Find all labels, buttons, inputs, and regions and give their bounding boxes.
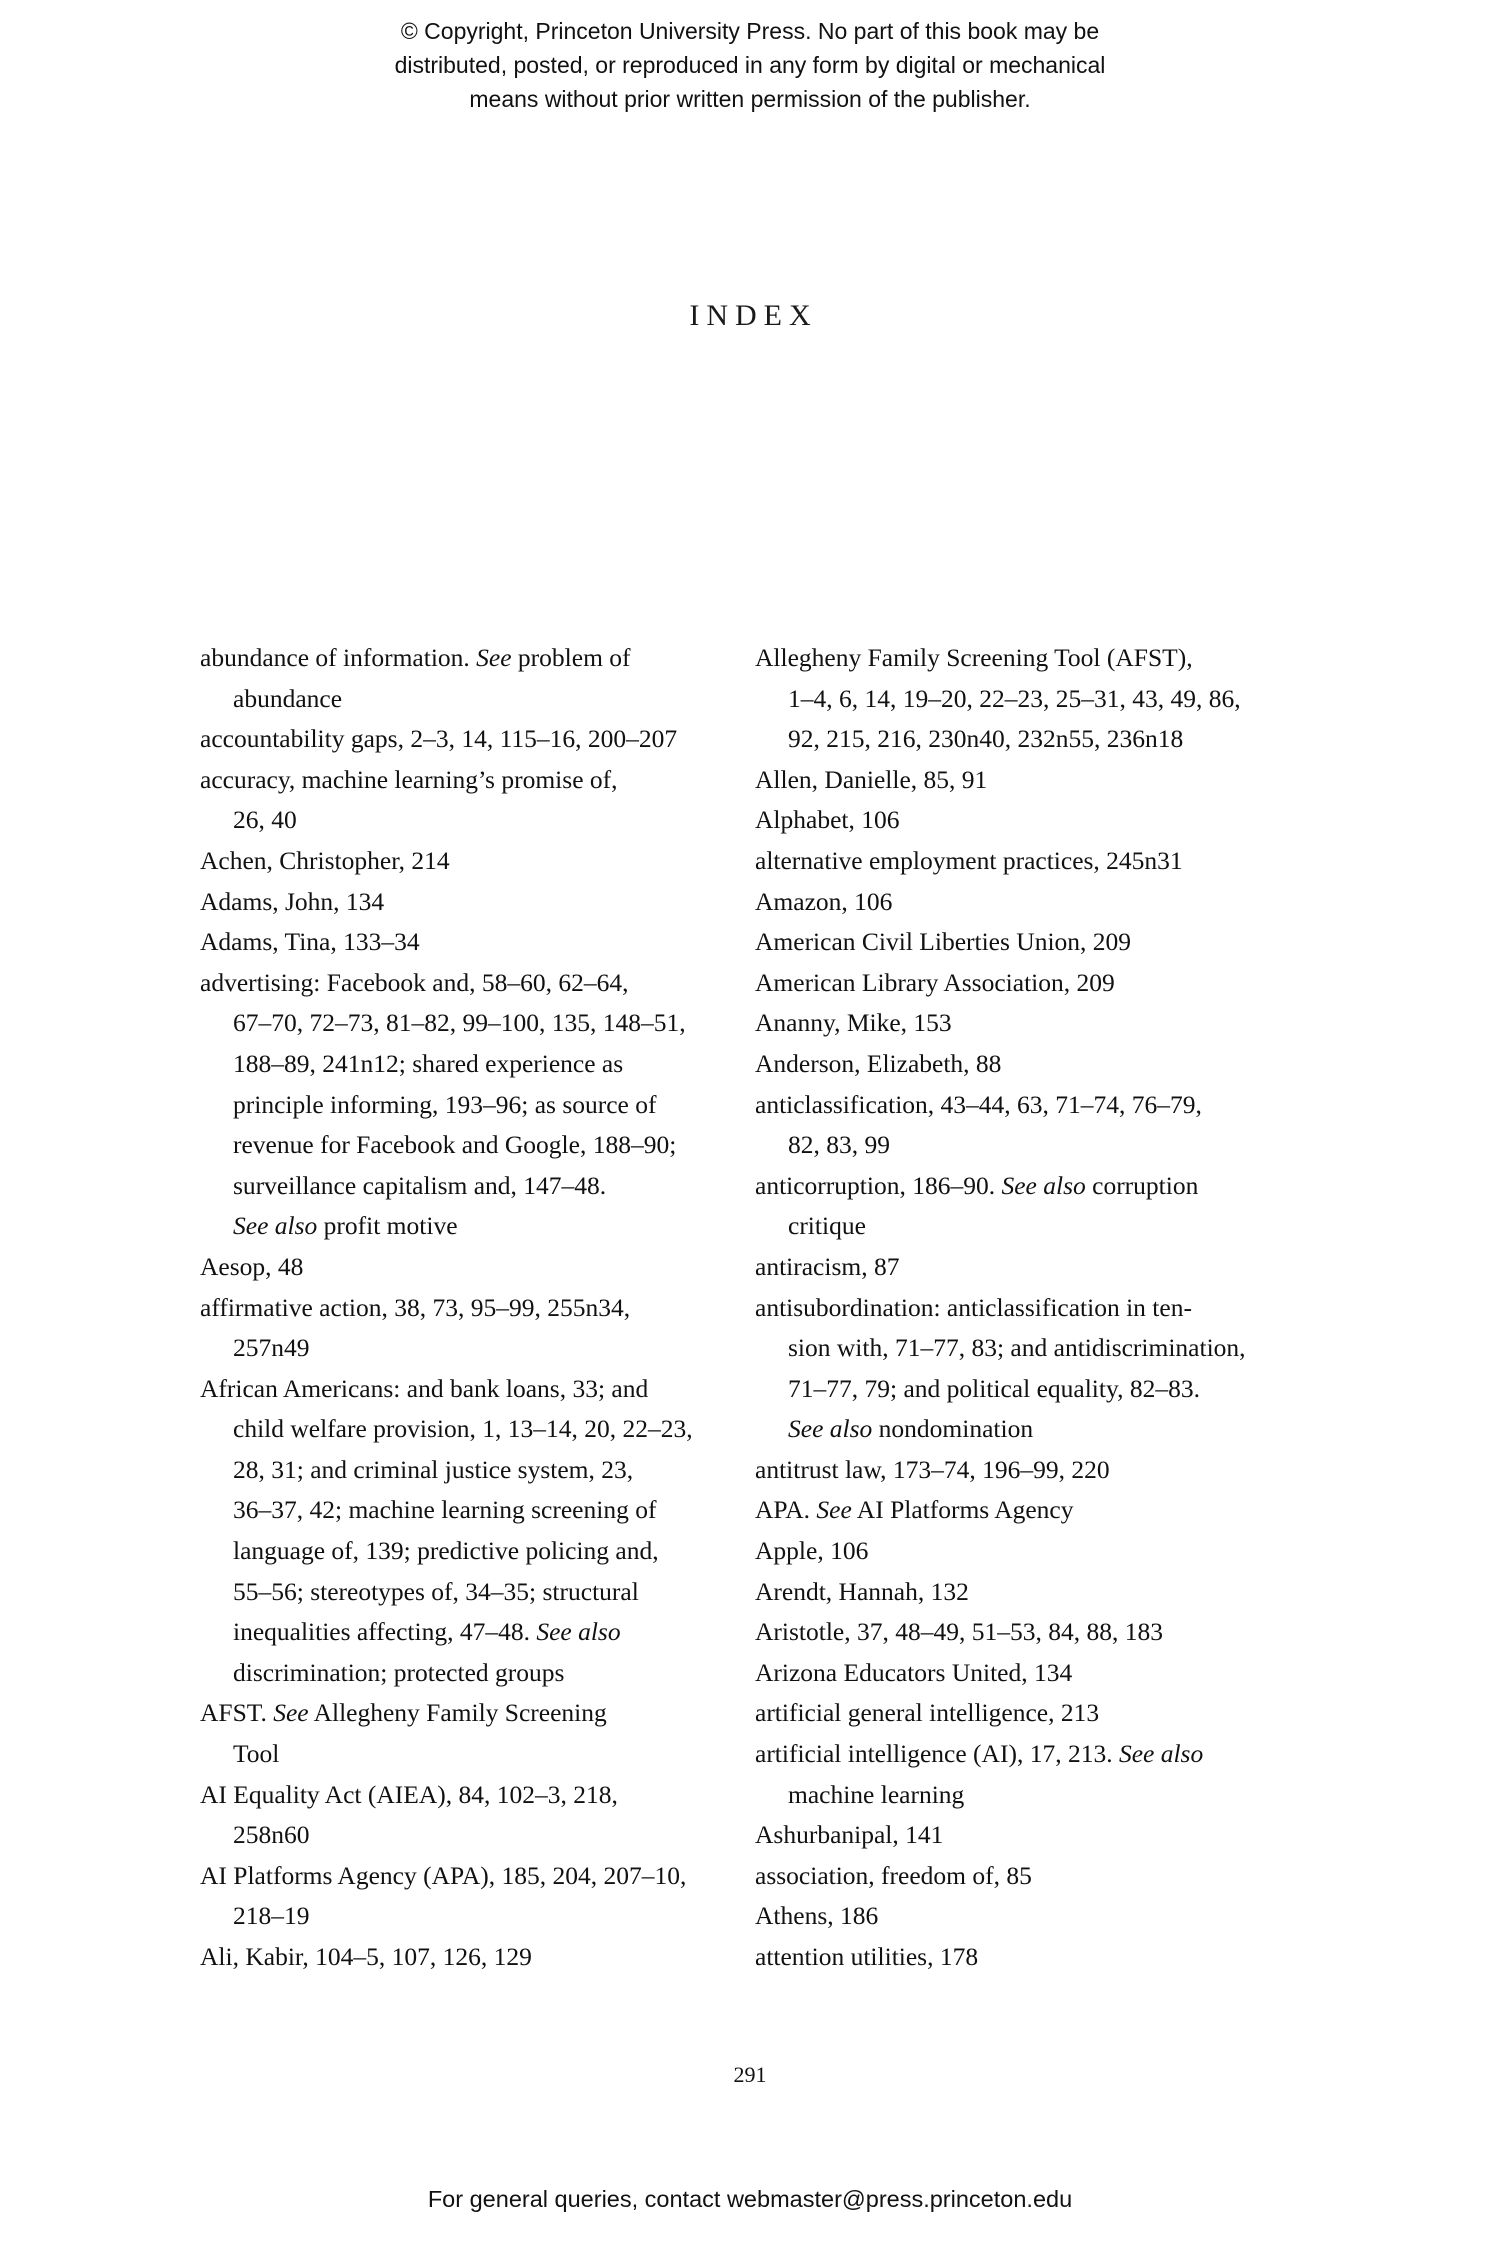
index-text: AI Equality Act (AIEA), 84, 102–3, 218, (200, 1779, 618, 1809)
index-text: corruption (1085, 1170, 1199, 1200)
index-text: anticorruption, 186–90. (755, 1170, 1002, 1200)
index-entry-headword-line (200, 1693, 705, 1734)
index-entry (755, 1450, 1260, 1491)
index-text: 55–56; stereotypes of, 34–35; structural (233, 1576, 639, 1606)
index-entry (755, 1937, 1260, 1978)
index-entry-headword-line (200, 1247, 705, 1288)
index-text: Aesop, 48 (200, 1251, 304, 1281)
index-entry (755, 1572, 1260, 1613)
index-text: 1–4, 6, 14, 19–20, 22–23, 25–31, 43, 49, 86, (788, 683, 1241, 713)
index-text: Amazon, 106 (755, 886, 893, 916)
index-text: 82, 83, 99 (788, 1130, 890, 1160)
index-entry (755, 1003, 1260, 1044)
index-text: attention utilities, 178 (755, 1942, 979, 1971)
index-entry-continuation-line (755, 719, 1260, 760)
index-text: AI Platforms Agency (APA), 185, 204, 207–10, (200, 1860, 687, 1890)
index-text: 36–37, 42; machine learning screening of (233, 1495, 657, 1525)
index-entry-continuation-line (200, 679, 705, 720)
index-entry (200, 1288, 705, 1369)
index-text: Ashurbanipal, 141 (755, 1820, 944, 1850)
index-entry (755, 1896, 1260, 1937)
index-text: Tool (233, 1739, 280, 1769)
index-text: artificial general intelligence, 213 (755, 1698, 1100, 1728)
index-entry-headword-line (200, 882, 705, 923)
index-text: Ali, Kabir, 104–5, 107, 126, 129 (200, 1942, 532, 1971)
index-text: Arendt, Hannah, 132 (755, 1576, 969, 1606)
index-text: machine learning (788, 1779, 965, 1809)
index-entry-continuation-line (755, 1328, 1260, 1369)
index-entry-headword-line (200, 841, 705, 882)
index-column-left (200, 638, 705, 1978)
index-text: 258n60 (233, 1820, 310, 1850)
index-entry (755, 1490, 1260, 1531)
index-entry-headword-line (755, 1085, 1260, 1126)
index-entry (200, 1693, 705, 1774)
cross-reference-label: See (816, 1495, 852, 1525)
index-entry-headword-line (755, 1531, 1260, 1572)
index-entry (755, 1612, 1260, 1653)
index-text: antitrust law, 173–74, 196–99, 220 (755, 1454, 1110, 1484)
index-entry-headword-line (755, 638, 1260, 679)
index-entry-headword-line (200, 922, 705, 963)
index-entry-headword-line (755, 1450, 1260, 1491)
index-entry (755, 1166, 1260, 1247)
index-text: Adams, Tina, 133–34 (200, 927, 420, 957)
index-entry-headword-line (755, 1693, 1260, 1734)
index-text: inequalities affecting, 47–48. (233, 1617, 537, 1647)
copyright-line: means without prior written permission of the publisher. (469, 86, 1031, 112)
index-entry-headword-line (755, 1653, 1260, 1694)
cross-reference-label: See also (1118, 1739, 1204, 1769)
index-entry (755, 638, 1260, 760)
index-entry (755, 1247, 1260, 1288)
index-entry (755, 1044, 1260, 1085)
index-entry-continuation-line (200, 1734, 705, 1775)
index-entry-headword-line (755, 1937, 1260, 1978)
index-entry-headword-line (755, 882, 1260, 923)
index-text: Adams, John, 134 (200, 886, 385, 916)
index-text: Allegheny Family Screening (308, 1698, 607, 1728)
index-text: American Civil Liberties Union, 209 (755, 927, 1132, 957)
index-text: Arizona Educators United, 134 (755, 1657, 1073, 1687)
index-text: Achen, Christopher, 214 (200, 845, 450, 875)
index-text: Anderson, Elizabeth, 88 (755, 1048, 1002, 1078)
index-entry (755, 1693, 1260, 1734)
index-entry-headword-line (755, 1572, 1260, 1613)
index-text: revenue for Facebook and Google, 188–90; (233, 1130, 677, 1160)
index-entry (200, 922, 705, 963)
footer-notice: For general queries, contact webmaster@press.princeton.edu (427, 2186, 1073, 2212)
index-text: American Library Association, 209 (755, 967, 1115, 997)
index-entry-headword-line (755, 841, 1260, 882)
index-text: nondomination (872, 1414, 1034, 1444)
index-entry (200, 1775, 705, 1856)
index-text: language of, 139; predictive policing and, (233, 1536, 659, 1566)
index-text: AI Platforms Agency (851, 1495, 1074, 1525)
index-column-right (755, 638, 1260, 1978)
index-entry-continuation-line (200, 1206, 705, 1247)
index-entry-continuation-line (755, 1125, 1260, 1166)
page-title: INDEX (689, 299, 818, 332)
copyright-line: © Copyright, Princeton University Press. No part of this book may be (400, 18, 1100, 44)
index-entry (755, 1288, 1260, 1450)
index-text: Athens, 186 (755, 1901, 879, 1931)
index-text: affirmative action, 38, 73, 95–99, 255n34, (200, 1292, 631, 1322)
index-entry (755, 760, 1260, 801)
index-entry-headword-line (755, 1044, 1260, 1085)
index-entry-continuation-line (200, 1003, 705, 1044)
index-entry (755, 800, 1260, 841)
index-entry-headword-line (755, 1166, 1260, 1207)
index-text: 67–70, 72–73, 81–82, 99–100, 135, 148–51, (233, 1008, 686, 1038)
index-entry-headword-line (200, 719, 705, 760)
index-text: abundance (233, 683, 343, 713)
index-entry-headword-line (755, 1734, 1260, 1775)
index-text: child welfare provision, 1, 13–14, 20, 22–23, (233, 1414, 693, 1444)
index-entry-headword-line (200, 963, 705, 1004)
cross-reference-label: See also (788, 1414, 873, 1444)
cross-reference-label: See also (1001, 1170, 1086, 1200)
index-entry (200, 841, 705, 882)
index-text: accountability gaps, 2–3, 14, 115–16, 200–207 (200, 724, 678, 754)
index-entry (200, 638, 705, 719)
index-text: 218–19 (233, 1901, 310, 1931)
index-text: accuracy, machine learning’s promise of, (200, 764, 618, 794)
index-entry-headword-line (755, 800, 1260, 841)
index-text: AFST. (200, 1698, 274, 1728)
index-entry (200, 963, 705, 1247)
index-text: Apple, 106 (755, 1536, 869, 1566)
index-text: advertising: Facebook and, 58–60, 62–64, (200, 967, 629, 997)
index-text: Ananny, Mike, 153 (755, 1008, 952, 1038)
index-entry-headword-line (755, 1896, 1260, 1937)
index-text: problem of (511, 643, 631, 672)
index-text: Allen, Danielle, 85, 91 (755, 764, 988, 794)
index-entry (755, 922, 1260, 963)
index-text: antisubordination: anticlassification in ten- (755, 1292, 1192, 1322)
index-entry (200, 1937, 705, 1978)
index-entry-headword-line (200, 1856, 705, 1897)
index-entry-headword-line (755, 1247, 1260, 1288)
index-entry-continuation-line (200, 1409, 705, 1450)
index-entry (755, 841, 1260, 882)
index-entry (755, 1815, 1260, 1856)
index-text: 92, 215, 216, 230n40, 232n55, 236n18 (788, 724, 1184, 754)
copyright-notice (0, 14, 1500, 116)
index-text: surveillance capitalism and, 147–48. (233, 1170, 607, 1200)
index-text: anticlassification, 43–44, 63, 71–74, 76–79, (755, 1089, 1202, 1119)
index-text: critique (788, 1211, 866, 1241)
index-entry (755, 1734, 1260, 1815)
cross-reference-label: See (476, 643, 512, 672)
index-entry (755, 1653, 1260, 1694)
index-entry-headword-line (755, 1856, 1260, 1897)
index-text: Aristotle, 37, 48–49, 51–53, 84, 88, 183 (755, 1617, 1163, 1647)
index-entry-continuation-line (200, 1125, 705, 1166)
index-entry (200, 1247, 705, 1288)
index-entry (200, 882, 705, 923)
index-entry-headword-line (200, 1369, 705, 1410)
index-columns (0, 638, 1500, 1971)
index-entry-continuation-line (200, 1450, 705, 1491)
index-text: principle informing, 193–96; as source of (233, 1089, 657, 1119)
cross-reference-label: See also (233, 1211, 318, 1241)
index-entry-continuation-line (755, 1409, 1260, 1450)
index-entry-continuation-line (200, 800, 705, 841)
index-entry-continuation-line (200, 1572, 705, 1613)
index-entry-headword-line (755, 760, 1260, 801)
index-entry-headword-line (200, 1937, 705, 1978)
index-entry (200, 1369, 705, 1694)
index-entry-headword-line (200, 760, 705, 801)
index-entry-continuation-line (755, 1206, 1260, 1247)
index-text: antiracism, 87 (755, 1251, 900, 1281)
index-entry-headword-line (755, 922, 1260, 963)
index-entry (200, 719, 705, 760)
index-entry (755, 1856, 1260, 1897)
index-entry-headword-line (755, 1288, 1260, 1329)
index-entry (755, 1085, 1260, 1166)
index-entry-continuation-line (200, 1085, 705, 1126)
index-entry (200, 760, 705, 841)
index-entry-continuation-line (755, 1775, 1260, 1816)
index-entry (755, 963, 1260, 1004)
index-entry-headword-line (200, 1288, 705, 1329)
index-entry (755, 1531, 1260, 1572)
index-entry-continuation-line (755, 1369, 1260, 1410)
index-text: profit motive (317, 1211, 458, 1241)
index-entry-continuation-line (200, 1328, 705, 1369)
index-entry-continuation-line (200, 1166, 705, 1207)
index-text: APA. (755, 1495, 817, 1525)
index-entry-continuation-line (755, 679, 1260, 720)
index-entry-continuation-line (200, 1490, 705, 1531)
index-entry-headword-line (200, 638, 705, 679)
index-entry-headword-line (755, 963, 1260, 1004)
index-entry-headword-line (755, 1815, 1260, 1856)
index-text: 188–89, 241n12; shared experience as (233, 1048, 624, 1078)
index-text: artificial intelligence (AI), 17, 213. (755, 1739, 1119, 1769)
index-text: discrimination; protected groups (233, 1657, 565, 1687)
index-entry-headword-line (755, 1003, 1260, 1044)
index-entry-continuation-line (200, 1653, 705, 1694)
index-text: abundance of information. (200, 643, 477, 672)
index-entry-continuation-line (200, 1612, 705, 1653)
index-text: African Americans: and bank loans, 33; and (200, 1373, 649, 1403)
cross-reference-label: See (273, 1698, 309, 1728)
index-text: sion with, 71–77, 83; and antidiscrimination, (788, 1333, 1246, 1363)
index-entry-continuation-line (200, 1044, 705, 1085)
page-number: 291 (733, 2062, 767, 2087)
index-text: 28, 31; and criminal justice system, 23, (233, 1454, 634, 1484)
index-text: Alphabet, 106 (755, 805, 900, 835)
index-entry-headword-line (755, 1612, 1260, 1653)
cross-reference-label: See also (536, 1617, 621, 1647)
index-text: association, freedom of, 85 (755, 1860, 1032, 1890)
index-text: 257n49 (233, 1333, 310, 1363)
copyright-line: distributed, posted, or reproduced in any form by digital or mechanical (394, 52, 1106, 78)
index-text: 26, 40 (233, 805, 297, 835)
index-text: alternative employment practices, 245n31 (755, 845, 1183, 875)
index-entry-continuation-line (200, 1531, 705, 1572)
index-entry-continuation-line (200, 1896, 705, 1937)
index-text: 71–77, 79; and political equality, 82–83. (788, 1373, 1200, 1403)
index-entry (200, 1856, 705, 1937)
index-entry-headword-line (755, 1490, 1260, 1531)
index-entry (755, 882, 1260, 923)
index-text: Allegheny Family Screening Tool (AFST), (755, 643, 1193, 672)
index-entry-headword-line (200, 1775, 705, 1816)
index-entry-continuation-line (200, 1815, 705, 1856)
